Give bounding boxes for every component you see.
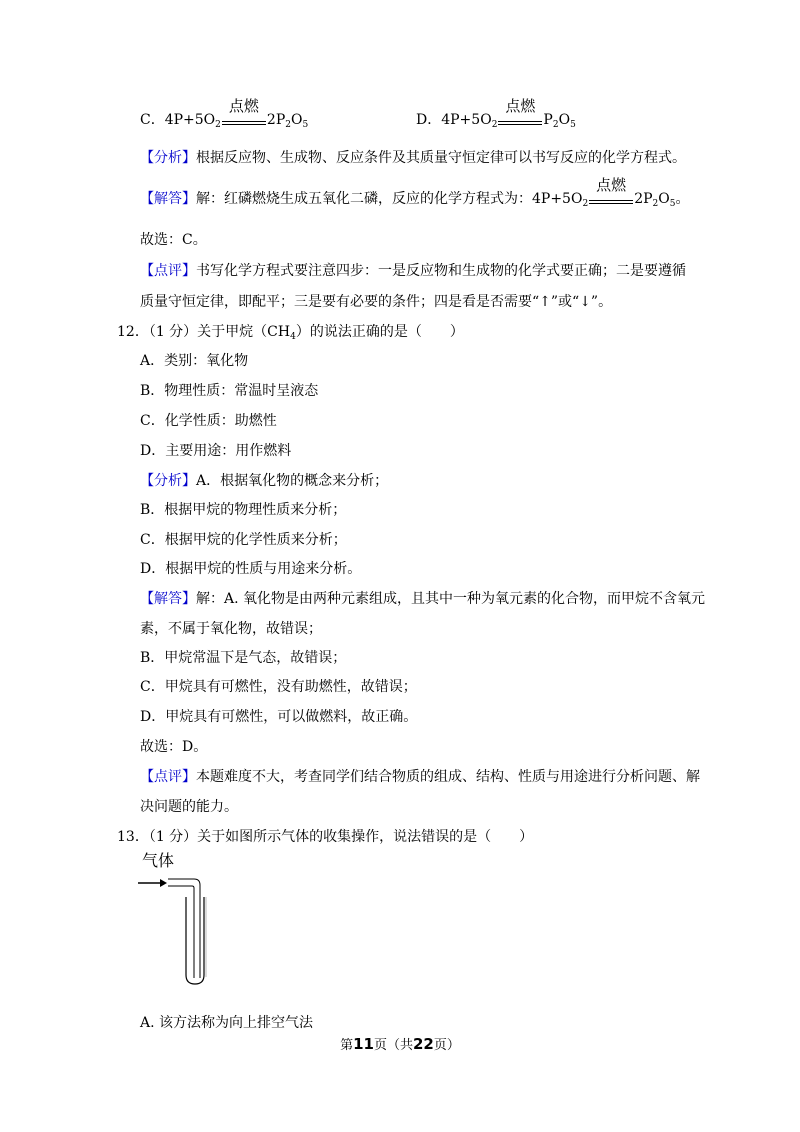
q12-option-b: B．物理性质：常温时呈液态 bbox=[140, 383, 319, 399]
q12-answer: 【解答】解：A. 氧化物是由两种元素组成，且其中一种为氧元素的化合物，而甲烷不含氧元 bbox=[140, 591, 706, 607]
reaction-condition: 点燃 bbox=[221, 110, 267, 130]
delivery-tube bbox=[168, 879, 200, 978]
q12-analysis-d: D．根据甲烷的性质与用途来分析。 bbox=[140, 561, 362, 577]
answer-tag: 【解答】 bbox=[140, 591, 196, 607]
q11-answer: 【解答】解：红磷燃烧生成五氧化二磷，反应的化学方程式为：$4P+5O_2$ 点燃 $2P_2O_5$。 bbox=[140, 176, 690, 209]
gas-collection-figure bbox=[138, 852, 218, 992]
page-total: 22 bbox=[413, 1035, 434, 1053]
q12-answer-b: B．甲烷常温下是气态，故错误； bbox=[140, 650, 347, 666]
test-tube bbox=[186, 897, 204, 984]
q11-comment: 【点评】书写化学方程式要注意四步：一是反应物和生成物的化学式要正确；二是要遵循 bbox=[140, 263, 686, 279]
figure-label-gas: 气体 bbox=[142, 851, 175, 870]
q11-option-c: C．$4P+5O_2$ 点燃 $2P_2O_5$ bbox=[140, 97, 309, 130]
page-number: 11 bbox=[353, 1035, 374, 1053]
reaction-condition: 点燃 bbox=[588, 189, 634, 209]
analysis-tag: 【分析】 bbox=[140, 150, 196, 166]
q12-analysis-c: C．根据甲烷的化学性质来分析； bbox=[140, 532, 347, 548]
q11-choice: 故选：C。 bbox=[140, 232, 207, 248]
q11-analysis: 【分析】根据反应物、生成物、反应条件及其质量守恒定律可以书写反应的化学方程式。 bbox=[140, 150, 686, 166]
q12-stem: 12．（1 分）关于甲烷$(CH_4)$的说法正确的是（ ） bbox=[117, 324, 464, 342]
analysis-tag: 【分析】 bbox=[140, 473, 196, 489]
q13-stem: 13．（1 分）关于如图所示气体的收集操作，说法错误的是（ ） bbox=[117, 829, 534, 845]
answer-tag: 【解答】 bbox=[140, 191, 196, 207]
q11-comment-cont: 质量守恒定律，即配平；三是要有必要的条件；四是看是否需要“↑”或“↓”。 bbox=[140, 294, 613, 310]
q12-comment: 【点评】本题难度不大，考查同学们结合物质的组成、结构、性质与用途进行分析问题、解 bbox=[140, 769, 700, 785]
q12-answer-c: C．甲烷具有可燃性，没有助燃性，故错误； bbox=[140, 679, 417, 695]
q12-analysis: 【分析】A．根据氧化物的概念来分析； bbox=[140, 473, 389, 489]
q12-option-c: C．化学性质：助燃性 bbox=[140, 413, 277, 429]
q12-choice: 故选：D。 bbox=[140, 739, 208, 755]
comment-tag: 【点评】 bbox=[140, 769, 196, 785]
q12-option-a: A．类别：氧化物 bbox=[140, 353, 249, 369]
delivery-tube-inner bbox=[168, 886, 194, 978]
comment-tag: 【点评】 bbox=[140, 263, 196, 279]
reaction-condition: 点燃 bbox=[497, 110, 543, 130]
q13-option-a: A. 该方法称为向上排空气法 bbox=[140, 1015, 314, 1031]
q12-analysis-b: B．根据甲烷的物理性质来分析； bbox=[140, 502, 347, 518]
q12-comment-cont: 决问题的能力。 bbox=[140, 799, 238, 815]
gas-flow-arrow-icon bbox=[138, 879, 167, 887]
q12-answer-d: D．甲烷具有可燃性，可以做燃料，故正确。 bbox=[140, 709, 418, 725]
q11-option-d: D．$4P+5O_2$ 点燃 $P_2O_5$ bbox=[416, 97, 576, 130]
gas-collection-apparatus bbox=[138, 852, 218, 992]
q12-answer-cont: 素，不属于氧化物，故错误； bbox=[140, 621, 322, 637]
q12-option-d: D．主要用途：用作燃料 bbox=[140, 443, 292, 459]
page-footer: 第11页（共22页） bbox=[340, 1035, 460, 1053]
